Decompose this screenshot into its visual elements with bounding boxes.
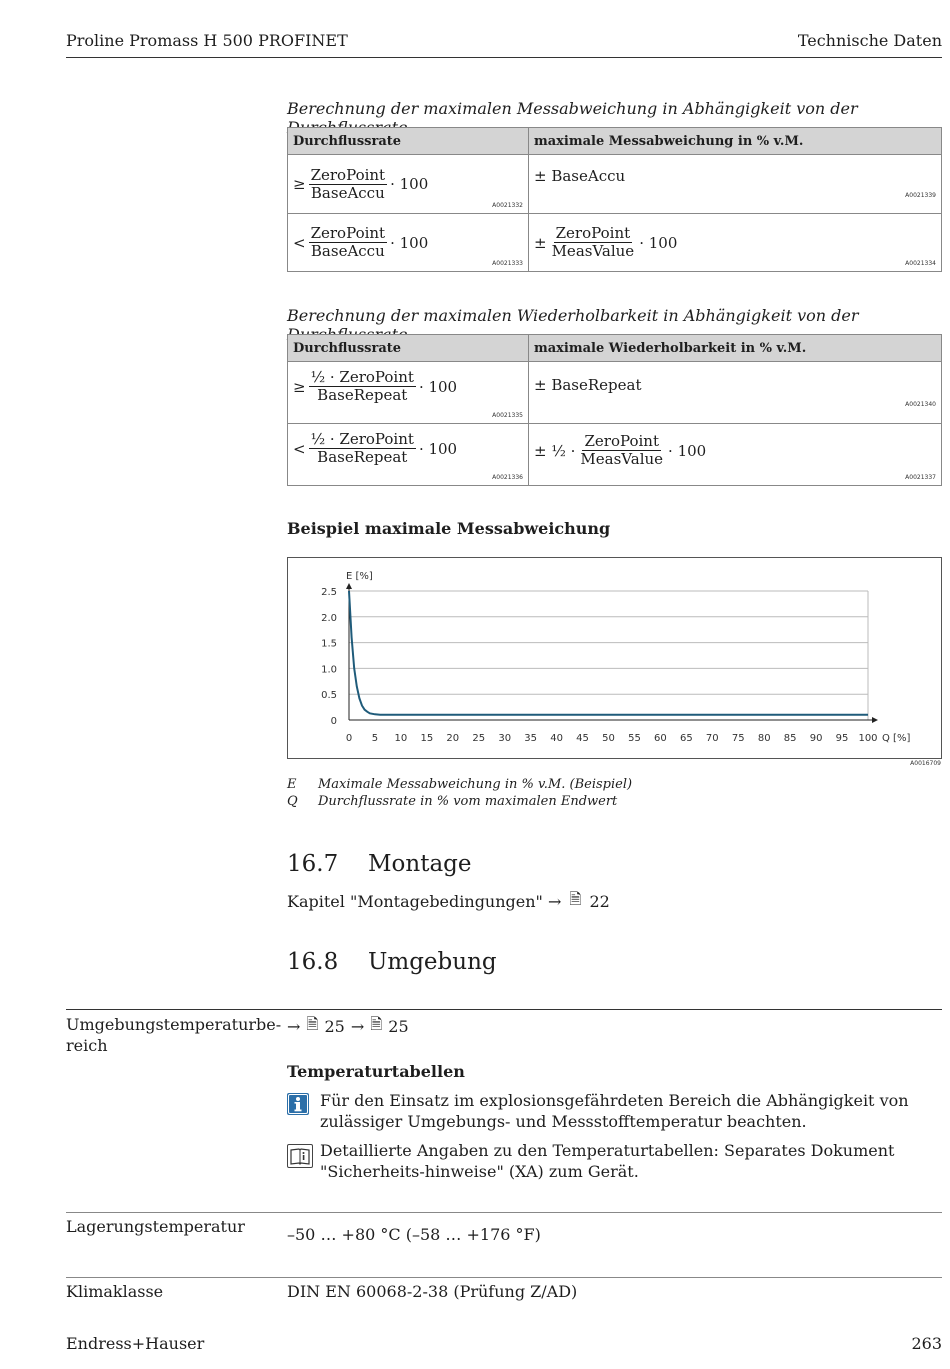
table2-col2-header: maximale Wiederholbarkeit in % v.M. [529, 335, 942, 362]
table2-col1-header: Durchflussrate [288, 335, 529, 362]
numerator: ZeroPoint [555, 224, 631, 242]
accuracy-table [287, 127, 942, 272]
x-tick-label: 90 [809, 733, 823, 744]
series-line [349, 591, 868, 715]
operator: < [293, 233, 306, 252]
numerator: ZeroPoint [584, 432, 659, 450]
y-tick-label: 0 [330, 716, 337, 727]
section-title: Umgebung [368, 949, 497, 975]
page-ref-icon: 🗎 [306, 1015, 319, 1033]
table1-row2-result [529, 214, 942, 272]
document-note: Detaillierte Angaben zu den Temperaturtabellen: Separates Dokument "Sicherheits-hinweise" (XA) zum Gerät. [320, 1141, 895, 1181]
page-number: 263 [911, 1334, 942, 1353]
page-link[interactable]: 25 [324, 1017, 345, 1036]
multiplier: · 100 [390, 233, 429, 252]
storage-value: –50 … +80 °C (–58 … +176 °F) [287, 1225, 541, 1244]
figure-ref: A0021332 [492, 202, 523, 209]
header-section: Technische Daten [797, 31, 942, 50]
info-icon [287, 1093, 309, 1115]
error-chart [288, 558, 941, 758]
x-tick-label: 50 [602, 733, 615, 744]
x-tick-label: 95 [835, 733, 849, 744]
x-axis-label: Q [%] [882, 733, 911, 744]
denominator: BaseAccu [310, 183, 385, 202]
y-tick-label: 1.5 [321, 638, 337, 650]
multiplier: · 100 [639, 233, 678, 252]
table1-row2-condition [288, 214, 529, 272]
climate-label: Klimaklasse [66, 1282, 164, 1301]
document-icon [287, 1144, 313, 1168]
multiplier: · 100 [418, 439, 458, 458]
table2-row1-result [529, 362, 942, 424]
legend-key-e: E [287, 777, 297, 792]
figure-ref: A0021340 [905, 401, 936, 408]
x-tick-label: 80 [757, 733, 771, 744]
denominator: BaseRepeat [317, 386, 408, 404]
storage-label: Lagerungstemperatur [66, 1217, 245, 1236]
x-tick-label: 0 [345, 733, 353, 744]
result-prefix: ± ½ · [534, 441, 576, 460]
ex-note: Für den Einsatz im explosionsgefährdeten Bereich die Abhängigkeit von zulässiger Umgebungs- und Messstofftemperatur beachten. [320, 1091, 909, 1131]
section-number: 16.7 [287, 851, 339, 877]
figure-ref: A0016709 [910, 760, 941, 767]
x-tick-label: 75 [731, 733, 745, 744]
x-tick-label: 55 [628, 733, 641, 744]
header-title: Proline Promass H 500 PROFINET [66, 31, 348, 50]
y-tick-label: 0.5 [321, 690, 337, 702]
denominator: BaseRepeat [317, 448, 408, 466]
denominator: BaseAccu [310, 242, 385, 260]
result-prefix: ± [534, 233, 547, 252]
y-axis-arrow [346, 583, 352, 589]
x-tick-label: 100 [858, 733, 878, 744]
operator: < [293, 439, 306, 458]
reference-text: Kapitel "Montagebedingungen" → [287, 892, 562, 911]
temperature-tables-heading: Temperaturtabellen [287, 1062, 465, 1081]
y-tick-label: 2.5 [321, 587, 337, 598]
legend-key-q: Q [287, 794, 298, 809]
denominator: MeasValue [580, 450, 664, 468]
x-tick-label: 20 [446, 733, 460, 744]
ambient-refs [287, 1014, 409, 1039]
figure-ref: A0021336 [492, 474, 523, 481]
x-tick-label: 70 [705, 733, 719, 744]
x-axis-arrow [872, 717, 878, 723]
numerator: ZeroPoint [310, 224, 386, 242]
multiplier: · 100 [390, 175, 429, 193]
x-tick-label: 10 [394, 733, 408, 744]
x-tick-label: 45 [576, 733, 589, 744]
section-number: 16.8 [287, 949, 339, 975]
footer-company: Endress+Hauser [66, 1334, 205, 1353]
x-tick-label: 30 [498, 733, 512, 744]
y-tick-label: 1.0 [321, 664, 337, 676]
x-tick-label: 60 [654, 733, 667, 744]
example-heading: Beispiel maximale Messabweichung [287, 519, 611, 538]
montage-reference [287, 889, 610, 914]
row-rule [66, 1212, 942, 1213]
result-text: ± BaseRepeat [534, 375, 642, 394]
y-tick-label: 2.0 [321, 612, 337, 624]
figure-ref: A0021337 [905, 474, 936, 481]
x-tick-label: 25 [472, 733, 486, 744]
page-ref-icon: 🗎 [370, 1015, 383, 1033]
multiplier: · 100 [668, 441, 707, 460]
table1-col1-header: Durchflussrate [288, 128, 529, 155]
operator: ≥ [293, 175, 306, 193]
table2-row1-condition [288, 362, 529, 424]
arrow-icon: → [287, 1017, 301, 1036]
figure-ref: A0021333 [492, 260, 523, 267]
numerator: ZeroPoint [310, 165, 386, 184]
table2-caption: Berechnung der maximalen Wiederholbarkeit in Abhängigkeit von der [287, 306, 859, 325]
table2-row2-result [529, 424, 942, 486]
row-rule [66, 1009, 942, 1010]
table2-row2-condition [288, 424, 529, 486]
ambient-label: Umgebungstemperaturbe- reich [66, 1015, 282, 1055]
figure-ref: A0021334 [905, 260, 936, 267]
denominator: MeasValue [551, 242, 635, 260]
page-link[interactable]: 25 [388, 1017, 409, 1036]
x-tick-label: 5 [371, 733, 379, 744]
legend-text-q: Durchflussrate in % vom maximalen Endwert [318, 794, 618, 809]
x-tick-label: 15 [420, 733, 434, 744]
repeatability-table [287, 334, 942, 486]
figure-ref: A0021335 [492, 412, 523, 419]
row-rule [66, 1277, 942, 1278]
x-tick-label: 35 [524, 733, 538, 744]
multiplier: · 100 [418, 377, 458, 396]
table1-row1-condition [288, 155, 529, 214]
climate-value: DIN EN 60068-2-38 (Prüfung Z/AD) [287, 1282, 578, 1301]
page-ref-icon: 🗎 [569, 890, 582, 908]
table1-row1-result [529, 155, 942, 214]
chart-frame [287, 557, 942, 759]
arrow-icon: → [350, 1017, 365, 1036]
table1-caption: Berechnung der maximalen Messabweichung in Abhängigkeit von der [287, 99, 858, 118]
table1-col2-header: maximale Messabweichung in % v.M. [529, 128, 942, 155]
x-tick-label: 40 [550, 733, 563, 744]
x-tick-label: 85 [783, 733, 797, 744]
header-rule [66, 57, 942, 58]
legend-text-e: Maximale Messabweichung in % v.M. (Beispiel) [318, 777, 633, 792]
section-title: Montage [368, 851, 472, 877]
figure-ref: A0021339 [905, 192, 936, 199]
numerator: ½ · ZeroPoint [310, 368, 414, 386]
y-axis-label: E [%] [346, 571, 373, 582]
result-text: ± BaseAccu [534, 167, 626, 185]
operator: ≥ [293, 377, 306, 396]
x-tick-label: 65 [679, 733, 693, 744]
numerator: ½ · ZeroPoint [310, 430, 414, 448]
page-link[interactable]: 22 [589, 892, 610, 911]
